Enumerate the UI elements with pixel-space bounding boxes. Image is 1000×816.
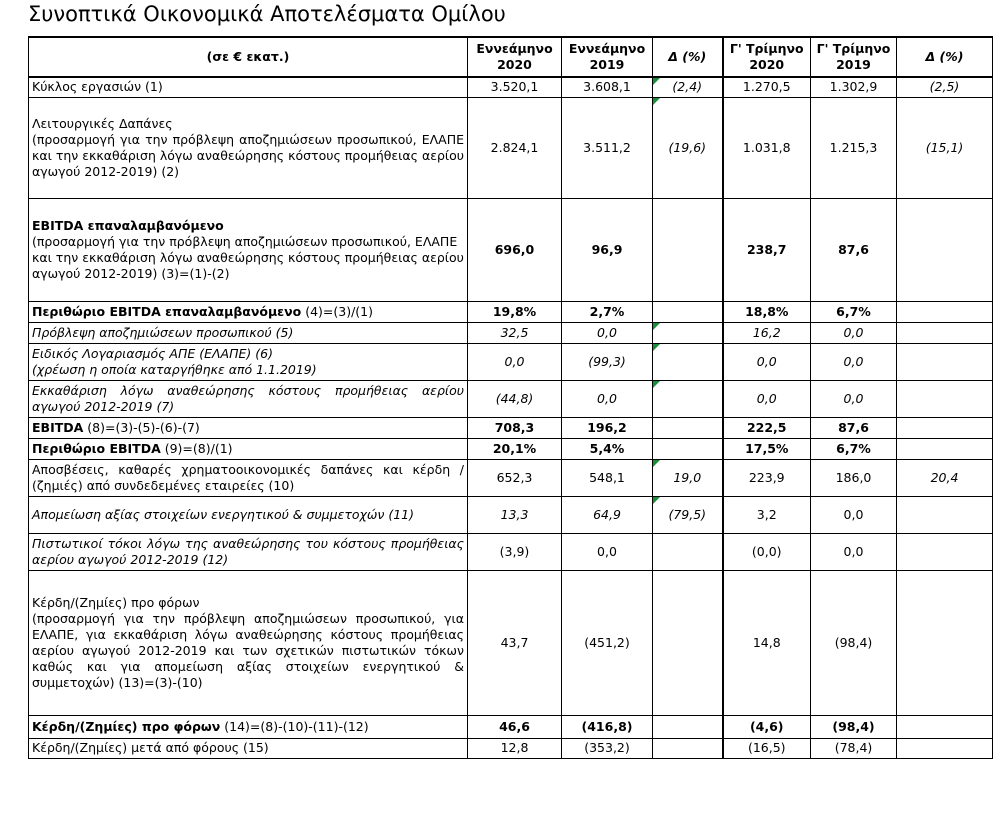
cell-delta-9m [653,343,723,380]
cell-9m-2019: 64,9 [562,496,653,533]
row-label [29,343,468,380]
row-label: Κύκλος εργασιών (1) [29,77,468,97]
cell-delta-q3 [897,380,993,417]
row-label [29,198,468,301]
cell-q3-2019: (78,4) [811,738,897,758]
row-label [29,301,468,322]
cell-9m-2019: 2,7% [562,301,653,322]
cell-q3-2020: 18,8% [723,301,811,322]
row-label-text: Κέρδη/(Ζημίες) προ φόρων (προσαρμογή για την πρόβλεψη αποζημιώσεων προσωπικού, για ΕΛΑΠΕ, για εκκαθάριση λόγω αναθεώρησης κόστους προμήθειας αερίου αγωγού 2012-2019 και των σχετικών πιστωτικών τόκων καθώς και για απομείωση αξίας στοιχείων ενεργητικού & συμμετοχών) (13)=(3)-(10) [32,594,464,690]
cell-q3-2019: 87,6 [811,198,897,301]
row-label-bold: Περιθώριο EBITDA [32,440,161,456]
cell-delta-q3: (2,5) [897,77,993,97]
cell-q3-2019: 0,0 [811,496,897,533]
cell-q3-2019: 6,7% [811,301,897,322]
cell-delta-9m [653,715,723,738]
row-label [29,417,468,438]
row-label [29,570,468,715]
cell-q3-2019: 87,6 [811,417,897,438]
table-row [29,322,993,343]
table-row [29,438,993,459]
cell-9m-2020: 46,6 [468,715,562,738]
unit-header: (σε € εκατ.) [29,37,468,77]
table-row [29,496,993,533]
cell-delta-q3 [897,322,993,343]
row-label: Κέρδη/(Ζημίες) μετά από φόρους (15) [29,738,468,758]
cell-9m-2019: 0,0 [562,380,653,417]
cell-delta-9m: (2,4) [653,77,723,97]
cell-delta-q3 [897,417,993,438]
row-label-text: (14)=(8)-(10)-(11)-(12) [220,718,369,734]
cell-delta-q3 [897,533,993,570]
row-label-bold: EBITDA [32,419,84,435]
cell-delta-q3: 20,4 [897,459,993,496]
row-label-bold: EBITDA επαναλαμβανόμενο [32,217,224,233]
cell-q3-2020: 16,2 [723,322,811,343]
cell-9m-2020: 32,5 [468,322,562,343]
table-row [29,343,993,380]
table-row [29,715,993,738]
cell-delta-q3 [897,570,993,715]
table-row [29,77,993,97]
cell-delta-9m: 19,0 [653,459,723,496]
page-title: Συνοπτικά Οικονομικά Αποτελέσματα Ομίλου [28,2,506,26]
cell-q3-2020: 0,0 [723,380,811,417]
col-header-delta-9m: Δ (%) [653,37,723,77]
row-label-text: (προσαρμογή για την πρόβλεψη αποζημιώσεων προσωπικού, ΕΛΑΠΕ και την εκκαθάριση λόγω αναθεώρησης κόστους προμήθειας αερίου αγωγού 2012-2019) (3)=(1)-(2) [32,233,464,281]
cell-delta-9m [653,301,723,322]
cell-delta-9m: (19,6) [653,97,723,198]
cell-9m-2020: (44,8) [468,380,562,417]
cell-q3-2019: 0,0 [811,343,897,380]
cell-9m-2019: (353,2) [562,738,653,758]
table-row [29,198,993,301]
cell-9m-2020: 3.520,1 [468,77,562,97]
cell-delta-9m [653,198,723,301]
cell-q3-2019: 1.302,9 [811,77,897,97]
row-label: Πιστωτικοί τόκοι λόγω της αναθεώρησης του κόστους προμήθειας αερίου αγωγού 2012-2019 (12) [29,533,468,570]
row-label [29,715,468,738]
cell-delta-9m [653,417,723,438]
row-label [29,438,468,459]
cell-q3-2019: 1.215,3 [811,97,897,198]
row-label [29,97,468,198]
cell-9m-2019: (99,3) [562,343,653,380]
col-header-9m-2019: Εννεάμηνο 2019 [562,37,653,77]
cell-9m-2020: 13,3 [468,496,562,533]
table-row [29,738,993,758]
cell-9m-2020: 0,0 [468,343,562,380]
cell-q3-2020: 222,5 [723,417,811,438]
cell-9m-2020: 12,8 [468,738,562,758]
cell-q3-2019: 186,0 [811,459,897,496]
cell-q3-2020: 223,9 [723,459,811,496]
cell-delta-q3 [897,301,993,322]
cell-q3-2019: (98,4) [811,570,897,715]
row-label-text: Λειτουργικές Δαπάνες (προσαρμογή για την πρόβλεψη αποζημιώσεων προσωπικού, ΕΛΑΠΕ και την εκκαθάριση λόγω αναθεώρησης κόστους προμήθειας αερίου αγωγού 2012-2019) (2) [32,115,464,179]
row-label: Αποσβέσεις, καθαρές χρηματοοικονομικές δαπάνες και κέρδη / (ζημιές) από συνδεδεμένες εταιρείες (10) [29,459,468,496]
row-label-text: (9)=(8)/(1) [160,440,233,456]
table-row [29,459,993,496]
cell-delta-q3 [897,715,993,738]
row-label-text: (8)=(3)-(5)-(6)-(7) [83,419,200,435]
cell-9m-2019: (416,8) [562,715,653,738]
row-label: Εκκαθάριση λόγω αναθεώρησης κόστους προμήθειας αερίου αγωγού 2012-2019 (7) [29,380,468,417]
cell-q3-2020: (4,6) [723,715,811,738]
cell-delta-9m: (79,5) [653,496,723,533]
table-row [29,533,993,570]
cell-q3-2019: 0,0 [811,322,897,343]
cell-q3-2020: (16,5) [723,738,811,758]
table-row [29,570,993,715]
row-label-bold: Περιθώριο EBITDA επαναλαμβανόμενο [32,303,302,319]
cell-delta-9m [653,380,723,417]
cell-q3-2019: (98,4) [811,715,897,738]
cell-q3-2020: 17,5% [723,438,811,459]
row-label: Πρόβλεψη αποζημιώσεων προσωπικού (5) [29,322,468,343]
cell-delta-9m [653,570,723,715]
cell-9m-2020: 2.824,1 [468,97,562,198]
cell-q3-2019: 0,0 [811,533,897,570]
table-row [29,380,993,417]
cell-9m-2020: 708,3 [468,417,562,438]
cell-delta-q3: (15,1) [897,97,993,198]
cell-9m-2020: 43,7 [468,570,562,715]
cell-delta-q3 [897,496,993,533]
cell-9m-2020: 696,0 [468,198,562,301]
cell-9m-2019: 548,1 [562,459,653,496]
table-row [29,301,993,322]
cell-9m-2019: 3.511,2 [562,97,653,198]
col-header-q3-2019: Γ' Τρίμηνο 2019 [811,37,897,77]
cell-delta-9m [653,322,723,343]
col-header-delta-q3: Δ (%) [897,37,993,77]
cell-9m-2020: 20,1% [468,438,562,459]
cell-q3-2020: 1.031,8 [723,97,811,198]
row-label-bold: Κέρδη/(Ζημίες) προ φόρων [32,718,221,734]
cell-9m-2019: 96,9 [562,198,653,301]
row-label-text: (4)=(3)/(1) [301,303,374,319]
cell-9m-2019: (451,2) [562,570,653,715]
cell-delta-9m [653,738,723,758]
col-header-9m-2020: Εννεάμηνο 2020 [468,37,562,77]
cell-delta-q3 [897,198,993,301]
cell-q3-2020: 238,7 [723,198,811,301]
financial-results-table [28,36,993,759]
cell-9m-2020: 652,3 [468,459,562,496]
cell-delta-q3 [897,438,993,459]
cell-delta-q3 [897,343,993,380]
cell-q3-2020: (0,0) [723,533,811,570]
cell-q3-2019: 6,7% [811,438,897,459]
cell-9m-2020: (3,9) [468,533,562,570]
cell-q3-2019: 0,0 [811,380,897,417]
table-row [29,417,993,438]
cell-q3-2020: 3,2 [723,496,811,533]
header-row [29,37,993,77]
cell-9m-2019: 0,0 [562,533,653,570]
col-header-q3-2020: Γ' Τρίμηνο 2020 [723,37,811,77]
cell-9m-2020: 19,8% [468,301,562,322]
cell-q3-2020: 0,0 [723,343,811,380]
cell-delta-9m [653,438,723,459]
cell-q3-2020: 14,8 [723,570,811,715]
row-label: Απομείωση αξίας στοιχείων ενεργητικού & συμμετοχών (11) [29,496,468,533]
cell-9m-2019: 196,2 [562,417,653,438]
cell-9m-2019: 5,4% [562,438,653,459]
cell-q3-2020: 1.270,5 [723,77,811,97]
cell-delta-q3 [897,738,993,758]
table-row [29,97,993,198]
cell-delta-9m [653,533,723,570]
row-label-text: Ειδικός Λογαριασμός ΑΠΕ (ΕΛΑΠΕ) (6) (χρέωση η οποία καταργήθηκε από 1.1.2019) [32,345,317,377]
cell-9m-2019: 3.608,1 [562,77,653,97]
cell-9m-2019: 0,0 [562,322,653,343]
